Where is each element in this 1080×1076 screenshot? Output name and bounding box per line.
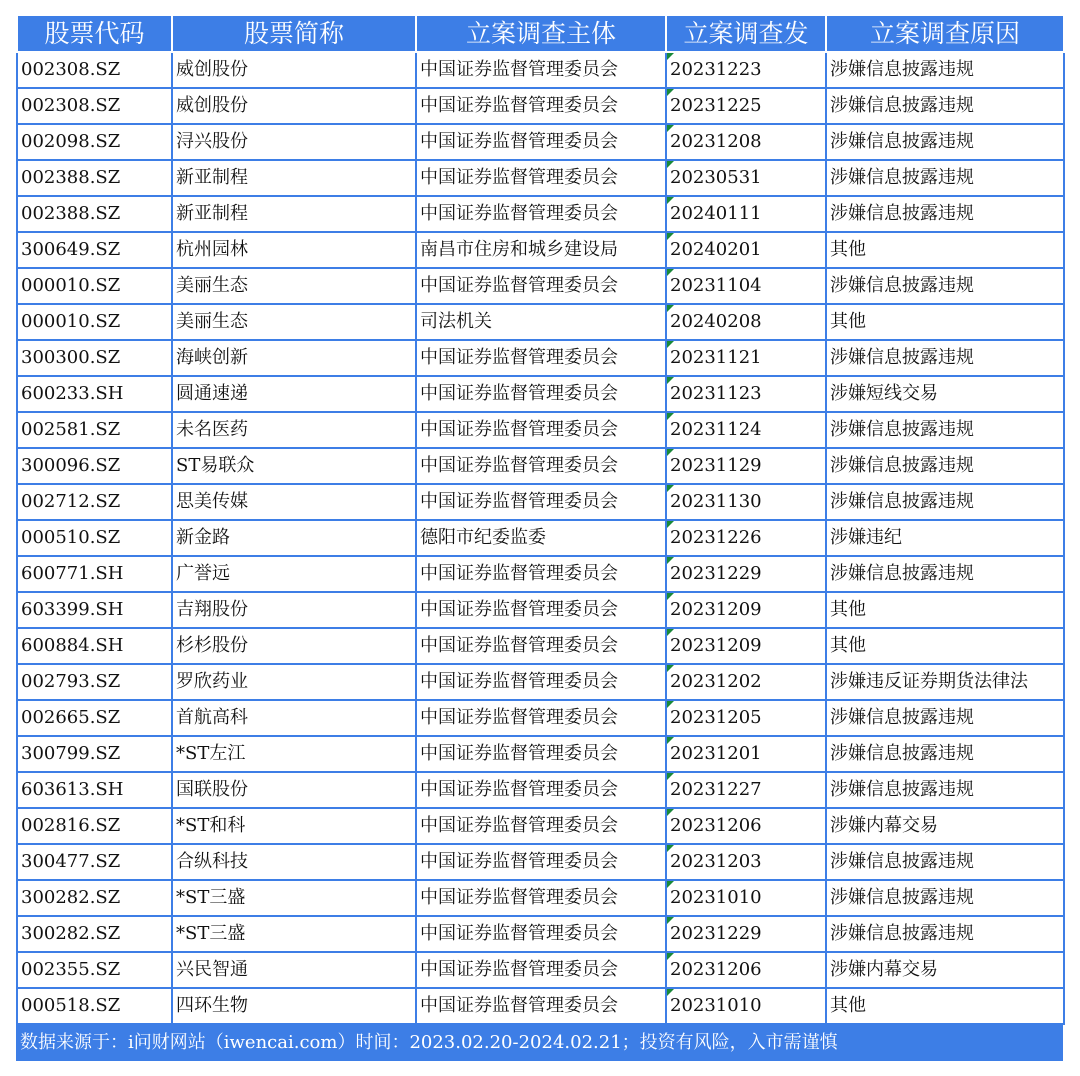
investigating-body-cell[interactable]: 中国证券监督管理委员会 xyxy=(416,52,666,88)
stock-name-cell[interactable]: 合纵科技 xyxy=(172,844,416,880)
stock-name-cell[interactable]: 圆通速递 xyxy=(172,376,416,412)
investigation-date-cell[interactable]: 20231104 xyxy=(666,268,826,304)
investigation-reason-cell[interactable]: 涉嫌信息披露违规 xyxy=(826,88,1064,124)
investigation-date-cell[interactable]: 20231201 xyxy=(666,736,826,772)
investigating-body-cell[interactable]: 中国证券监督管理委员会 xyxy=(416,988,666,1024)
table-row xyxy=(17,880,1064,916)
investigation-date-cell[interactable]: 20231227 xyxy=(666,772,826,808)
data-source-footer: 数据来源于：i问财网站（iwencai.com）时间：2023.02.20-2024.02.21；投资有风险，入市需谨慎 xyxy=(16,1025,1063,1061)
header-investigation-date[interactable]: 立案调查发 xyxy=(666,16,826,52)
stock-code-cell[interactable]: 002581.SZ xyxy=(17,412,172,448)
stock-code-cell[interactable]: 002308.SZ xyxy=(17,52,172,88)
stock-code-cell[interactable]: 002355.SZ xyxy=(17,952,172,988)
stock-name-cell[interactable]: 首航高科 xyxy=(172,700,416,736)
stock-code-cell[interactable]: 300300.SZ xyxy=(17,340,172,376)
investigating-body-cell[interactable]: 中国证券监督管理委员会 xyxy=(416,916,666,952)
table-row xyxy=(17,952,1064,988)
stock-name-cell[interactable]: 美丽生态 xyxy=(172,268,416,304)
table-row xyxy=(17,592,1064,628)
investigation-reason-cell[interactable]: 其他 xyxy=(826,988,1064,1024)
investigation-date-cell[interactable]: 20231130 xyxy=(666,484,826,520)
table-row xyxy=(17,268,1064,304)
table-row xyxy=(17,448,1064,484)
investigation-reason-cell[interactable]: 涉嫌信息披露违规 xyxy=(826,412,1064,448)
header-investigation-reason[interactable]: 立案调查原因 xyxy=(826,16,1064,52)
stock-name-cell[interactable]: 杉杉股份 xyxy=(172,628,416,664)
table-row xyxy=(17,736,1064,772)
investigation-reason-cell[interactable]: 涉嫌信息披露违规 xyxy=(826,736,1064,772)
stock-name-cell[interactable]: *ST三盛 xyxy=(172,880,416,916)
table-row xyxy=(17,304,1064,340)
investigating-body-cell[interactable]: 中国证券监督管理委员会 xyxy=(416,484,666,520)
investigating-body-cell[interactable]: 中国证券监督管理委员会 xyxy=(416,880,666,916)
investigation-reason-cell[interactable]: 涉嫌信息披露违规 xyxy=(826,484,1064,520)
investigation-date-cell[interactable]: 20231010 xyxy=(666,988,826,1024)
investigation-date-cell[interactable]: 20231124 xyxy=(666,412,826,448)
stock-name-cell[interactable]: 威创股份 xyxy=(172,52,416,88)
table-row xyxy=(17,52,1064,88)
stock-name-cell[interactable]: 杭州园林 xyxy=(172,232,416,268)
investigation-reason-cell[interactable]: 其他 xyxy=(826,592,1064,628)
investigation-date-cell[interactable]: 20230531 xyxy=(666,160,826,196)
investigating-body-cell[interactable]: 中国证券监督管理委员会 xyxy=(416,268,666,304)
stock-code-cell[interactable]: 002793.SZ xyxy=(17,664,172,700)
table-row xyxy=(17,700,1064,736)
table-row xyxy=(17,916,1064,952)
stock-name-cell[interactable]: 未名医药 xyxy=(172,412,416,448)
investigation-reason-cell[interactable]: 涉嫌信息披露违规 xyxy=(826,52,1064,88)
investigation-reason-cell[interactable]: 涉嫌信息披露违规 xyxy=(826,340,1064,376)
table-row xyxy=(17,124,1064,160)
investigating-body-cell[interactable]: 中国证券监督管理委员会 xyxy=(416,340,666,376)
table-row xyxy=(17,520,1064,556)
stock-name-cell[interactable]: 新亚制程 xyxy=(172,160,416,196)
investigation-reason-cell[interactable]: 其他 xyxy=(826,304,1064,340)
investigating-body-cell[interactable]: 中国证券监督管理委员会 xyxy=(416,196,666,232)
investigation-reason-cell[interactable]: 涉嫌信息披露违规 xyxy=(826,160,1064,196)
investigation-date-cell[interactable]: 20231226 xyxy=(666,520,826,556)
table-row xyxy=(17,988,1064,1024)
stock-name-cell[interactable]: 新金路 xyxy=(172,520,416,556)
stock-code-cell[interactable]: 002388.SZ xyxy=(17,196,172,232)
table-row xyxy=(17,808,1064,844)
investigating-body-cell[interactable]: 中国证券监督管理委员会 xyxy=(416,160,666,196)
stock-name-cell[interactable]: 美丽生态 xyxy=(172,304,416,340)
investigation-reason-cell[interactable]: 其他 xyxy=(826,232,1064,268)
stock-code-cell[interactable]: 000010.SZ xyxy=(17,268,172,304)
investigation-date-cell[interactable]: 20231229 xyxy=(666,556,826,592)
investigating-body-cell[interactable]: 中国证券监督管理委员会 xyxy=(416,556,666,592)
stock-name-cell[interactable]: 新亚制程 xyxy=(172,196,416,232)
investigation-date-cell[interactable]: 20231225 xyxy=(666,88,826,124)
investigation-reason-cell[interactable]: 涉嫌内幕交易 xyxy=(826,808,1064,844)
stock-code-cell[interactable]: 300096.SZ xyxy=(17,448,172,484)
investigation-date-cell[interactable]: 20231129 xyxy=(666,448,826,484)
stock-code-cell[interactable]: 000518.SZ xyxy=(17,988,172,1024)
stock-code-cell[interactable]: 603399.SH xyxy=(17,592,172,628)
stock-code-cell[interactable]: 300477.SZ xyxy=(17,844,172,880)
investigation-date-cell[interactable]: 20231206 xyxy=(666,808,826,844)
table-row xyxy=(17,484,1064,520)
investigation-date-cell[interactable]: 20231206 xyxy=(666,952,826,988)
investigation-reason-cell[interactable]: 涉嫌违反证券期货法律法 xyxy=(826,664,1064,700)
stock-code-cell[interactable]: 002816.SZ xyxy=(17,808,172,844)
stock-name-cell[interactable]: 广誉远 xyxy=(172,556,416,592)
investigation-date-cell[interactable]: 20240201 xyxy=(666,232,826,268)
stock-name-cell[interactable]: 国联股份 xyxy=(172,772,416,808)
investigation-reason-cell[interactable]: 涉嫌违纪 xyxy=(826,520,1064,556)
investigating-body-cell[interactable]: 中国证券监督管理委员会 xyxy=(416,592,666,628)
stock-code-cell[interactable]: 002665.SZ xyxy=(17,700,172,736)
investigation-date-cell[interactable]: 20231209 xyxy=(666,592,826,628)
stock-name-cell[interactable]: 四环生物 xyxy=(172,988,416,1024)
stock-code-cell[interactable]: 600884.SH xyxy=(17,628,172,664)
investigating-body-cell[interactable]: 司法机关 xyxy=(416,304,666,340)
stock-code-cell[interactable]: 002308.SZ xyxy=(17,88,172,124)
investigation-date-cell[interactable]: 20231205 xyxy=(666,700,826,736)
table-row xyxy=(17,412,1064,448)
investigation-reason-cell[interactable]: 涉嫌信息披露违规 xyxy=(826,700,1064,736)
investigating-body-cell[interactable]: 中国证券监督管理委员会 xyxy=(416,808,666,844)
investigation-date-cell[interactable]: 20231203 xyxy=(666,844,826,880)
investigation-reason-cell[interactable]: 涉嫌信息披露违规 xyxy=(826,124,1064,160)
investigation-reason-cell[interactable]: 其他 xyxy=(826,628,1064,664)
spreadsheet xyxy=(16,16,1063,1061)
table-row xyxy=(17,556,1064,592)
investigating-body-cell[interactable]: 中国证券监督管理委员会 xyxy=(416,844,666,880)
investigating-body-cell[interactable]: 中国证券监督管理委员会 xyxy=(416,700,666,736)
stock-code-cell[interactable]: 300649.SZ xyxy=(17,232,172,268)
table-row xyxy=(17,88,1064,124)
stock-code-cell[interactable]: 300282.SZ xyxy=(17,916,172,952)
investigating-body-cell[interactable]: 德阳市纪委监委 xyxy=(416,520,666,556)
stock-code-cell[interactable]: 002098.SZ xyxy=(17,124,172,160)
stock-name-cell[interactable]: ST易联众 xyxy=(172,448,416,484)
investigation-reason-cell[interactable]: 涉嫌信息披露违规 xyxy=(826,880,1064,916)
table-row xyxy=(17,664,1064,700)
table-row xyxy=(17,628,1064,664)
investigating-body-cell[interactable]: 中国证券监督管理委员会 xyxy=(416,772,666,808)
stock-name-cell[interactable]: 兴民智通 xyxy=(172,952,416,988)
table-row xyxy=(17,376,1064,412)
stock-code-cell[interactable]: 002712.SZ xyxy=(17,484,172,520)
investigating-body-cell[interactable]: 中国证券监督管理委员会 xyxy=(416,664,666,700)
stock-code-cell[interactable]: 002388.SZ xyxy=(17,160,172,196)
investigation-date-cell[interactable]: 20231121 xyxy=(666,340,826,376)
investigating-body-cell[interactable]: 南昌市住房和城乡建设局 xyxy=(416,232,666,268)
stock-code-cell[interactable]: 300799.SZ xyxy=(17,736,172,772)
stock-name-cell[interactable]: *ST和科 xyxy=(172,808,416,844)
stock-name-cell[interactable]: 威创股份 xyxy=(172,88,416,124)
investigating-body-cell[interactable]: 中国证券监督管理委员会 xyxy=(416,376,666,412)
header-stock-name[interactable]: 股票简称 xyxy=(172,16,416,52)
investigation-date-cell[interactable]: 20231010 xyxy=(666,880,826,916)
table-row xyxy=(17,844,1064,880)
table-row xyxy=(17,160,1064,196)
stock-name-cell[interactable]: 吉翔股份 xyxy=(172,592,416,628)
header-row xyxy=(17,16,1064,52)
stock-code-cell[interactable]: 600771.SH xyxy=(17,556,172,592)
investigating-body-cell[interactable]: 中国证券监督管理委员会 xyxy=(416,88,666,124)
stock-name-cell[interactable]: *ST三盛 xyxy=(172,916,416,952)
investigation-reason-cell[interactable]: 涉嫌信息披露违规 xyxy=(826,448,1064,484)
investigation-reason-cell[interactable]: 涉嫌信息披露违规 xyxy=(826,772,1064,808)
investigation-date-cell[interactable]: 20240111 xyxy=(666,196,826,232)
table-row xyxy=(17,232,1064,268)
investigating-body-cell[interactable]: 中国证券监督管理委员会 xyxy=(416,448,666,484)
table-row xyxy=(17,340,1064,376)
investigation-reason-cell[interactable]: 涉嫌短线交易 xyxy=(826,376,1064,412)
investigation-date-cell[interactable]: 20231208 xyxy=(666,124,826,160)
investigating-body-cell[interactable]: 中国证券监督管理委员会 xyxy=(416,736,666,772)
stock-name-cell[interactable]: *ST左江 xyxy=(172,736,416,772)
investigation-reason-cell[interactable]: 涉嫌内幕交易 xyxy=(826,952,1064,988)
stock-code-cell[interactable]: 000010.SZ xyxy=(17,304,172,340)
header-investigating-body[interactable]: 立案调查主体 xyxy=(416,16,666,52)
investigation-reason-cell[interactable]: 涉嫌信息披露违规 xyxy=(826,196,1064,232)
stock-code-cell[interactable]: 000510.SZ xyxy=(17,520,172,556)
investigation-reason-cell[interactable]: 涉嫌信息披露违规 xyxy=(826,556,1064,592)
stock-code-cell[interactable]: 600233.SH xyxy=(17,376,172,412)
stock-investigation-table xyxy=(16,16,1065,1025)
investigation-date-cell[interactable]: 20231223 xyxy=(666,52,826,88)
table-row xyxy=(17,196,1064,232)
investigation-date-cell[interactable]: 20231202 xyxy=(666,664,826,700)
investigating-body-cell[interactable]: 中国证券监督管理委员会 xyxy=(416,628,666,664)
stock-code-cell[interactable]: 603613.SH xyxy=(17,772,172,808)
investigating-body-cell[interactable]: 中国证券监督管理委员会 xyxy=(416,412,666,448)
investigation-reason-cell[interactable]: 涉嫌信息披露违规 xyxy=(826,268,1064,304)
header-stock-code[interactable]: 股票代码 xyxy=(17,16,172,52)
investigation-date-cell[interactable]: 20240208 xyxy=(666,304,826,340)
investigation-date-cell[interactable]: 20231123 xyxy=(666,376,826,412)
stock-name-cell[interactable]: 浔兴股份 xyxy=(172,124,416,160)
stock-name-cell[interactable]: 海峡创新 xyxy=(172,340,416,376)
investigating-body-cell[interactable]: 中国证券监督管理委员会 xyxy=(416,124,666,160)
stock-name-cell[interactable]: 思美传媒 xyxy=(172,484,416,520)
table-row xyxy=(17,772,1064,808)
stock-code-cell[interactable]: 300282.SZ xyxy=(17,880,172,916)
investigation-date-cell[interactable]: 20231209 xyxy=(666,628,826,664)
stock-name-cell[interactable]: 罗欣药业 xyxy=(172,664,416,700)
investigation-date-cell[interactable]: 20231229 xyxy=(666,916,826,952)
investigating-body-cell[interactable]: 中国证券监督管理委员会 xyxy=(416,952,666,988)
investigation-reason-cell[interactable]: 涉嫌信息披露违规 xyxy=(826,916,1064,952)
investigation-reason-cell[interactable]: 涉嫌信息披露违规 xyxy=(826,844,1064,880)
table-body xyxy=(17,52,1064,1024)
